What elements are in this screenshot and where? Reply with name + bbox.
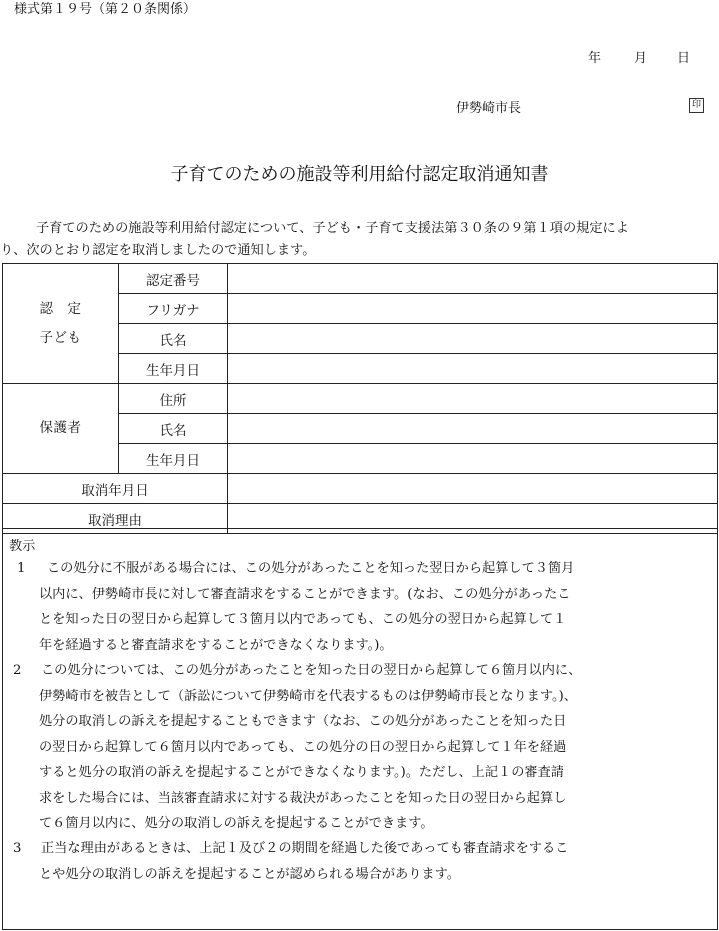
field-child-furigana[interactable] — [228, 294, 718, 324]
issuer-name: 伊勢崎市長 — [456, 101, 522, 116]
notice-item-3 — [3, 836, 717, 887]
child-group-line: 子ども — [39, 329, 82, 346]
form-number: 様式第１９号（第２０条関係） — [14, 2, 197, 17]
field-guardian-birthdate[interactable] — [228, 444, 718, 474]
intro-line: 子育てのための施設等利用給付認定について、子ども・子育て支援法第３０条の９第１項の規定によ — [36, 221, 629, 236]
field-cancel-date[interactable] — [228, 474, 718, 504]
notice-line: の翌日から起算して６箇月以内であっても、この処分の日の翌日から起算して１年を経過 — [39, 739, 567, 755]
row-label-child-birthdate: 生年月日 — [119, 354, 228, 384]
notice-heading: 教示 — [9, 539, 36, 554]
notice-line: この処分については、この処分があったことを知った日の翌日から起算して６箇月以内に、 — [41, 663, 582, 678]
row-label-address: 住所 — [119, 384, 228, 414]
field-cert-number[interactable] — [228, 264, 718, 294]
row-label-cert-number: 認定番号 — [119, 264, 228, 294]
child-group-line: 認 定 — [39, 300, 82, 317]
seal-mark: 印 — [689, 98, 704, 113]
item-number: 1 — [17, 561, 26, 576]
table-row — [3, 264, 718, 294]
notice-line: とを知った日の翌日から起算して３箇月以内であっても、この処分の翌日から起算して１ — [39, 612, 567, 627]
date-month-label: 月 — [634, 51, 648, 66]
row-label-furigana: フリガナ — [119, 294, 228, 324]
notice-line: 伊勢崎市を被告として（訴訟について伊勢崎市を代表するものは伊勢崎市長となります。)、 — [39, 688, 577, 704]
notice-line: すると処分の取消の訴えを提起することができなくなります。)。ただし、上記１の審査請 — [39, 765, 564, 780]
field-guardian-address[interactable] — [228, 384, 718, 414]
item-number: 3 — [13, 841, 22, 856]
notice-line: 求をした場合には、当該審査請求に対する裁決があったことを知った日の翌日から起算し — [39, 790, 567, 806]
notice-line: この処分に不服がある場合には、この処分があったことを知った翌日から起算して３箇月 — [47, 561, 575, 576]
notice-line: て６箇月以内に、処分の取消しの訴えを提起することができます。 — [39, 816, 434, 831]
certification-table — [2, 263, 718, 534]
child-group-label — [3, 264, 119, 384]
row-label-guardian-name: 氏名 — [119, 414, 228, 444]
notice-box — [2, 528, 718, 930]
table-row — [3, 474, 718, 504]
notice-line: 以内に、伊勢崎市長に対して審査請求をすることができます。(なお、この処分があったこ — [39, 586, 571, 602]
notice-line: 年を経過すると審査請求をすることができなくなります。)。 — [39, 637, 393, 653]
notice-item-1 — [3, 556, 717, 658]
field-child-birthdate[interactable] — [228, 354, 718, 384]
guardian-group-label: 保護者 — [3, 384, 119, 474]
notice-item-2 — [3, 658, 717, 837]
item-number: 2 — [13, 663, 22, 678]
row-label-guardian-birthdate: 生年月日 — [119, 444, 228, 474]
date-year-label: 年 — [588, 51, 602, 66]
table-row — [3, 384, 718, 414]
intro-paragraph — [0, 218, 719, 262]
notice-line: 正当な理由があるときは、上記１及び２の期間を経過した後であっても審査請求をするこ — [41, 841, 569, 856]
notice-line: とや処分の取消しの訴えを提起することが認められる場合があります。 — [39, 866, 460, 882]
row-label-child-name: 氏名 — [119, 324, 228, 354]
field-guardian-name[interactable] — [228, 414, 718, 444]
document-title: 子育てのための施設等利用給付認定取消通知書 — [170, 164, 549, 185]
field-child-name[interactable] — [228, 324, 718, 354]
date-day-label: 日 — [677, 51, 691, 66]
notice-line: 処分の取消しの訴えを提起することもできます（なお、この処分があったことを知った日 — [39, 714, 567, 729]
row-label-cancel-date: 取消年月日 — [3, 474, 228, 504]
intro-line: り、次のとおり認定を取消しましたので通知します。 — [0, 243, 316, 258]
row-label-cancel-reason: 取消理由 — [3, 504, 228, 534]
